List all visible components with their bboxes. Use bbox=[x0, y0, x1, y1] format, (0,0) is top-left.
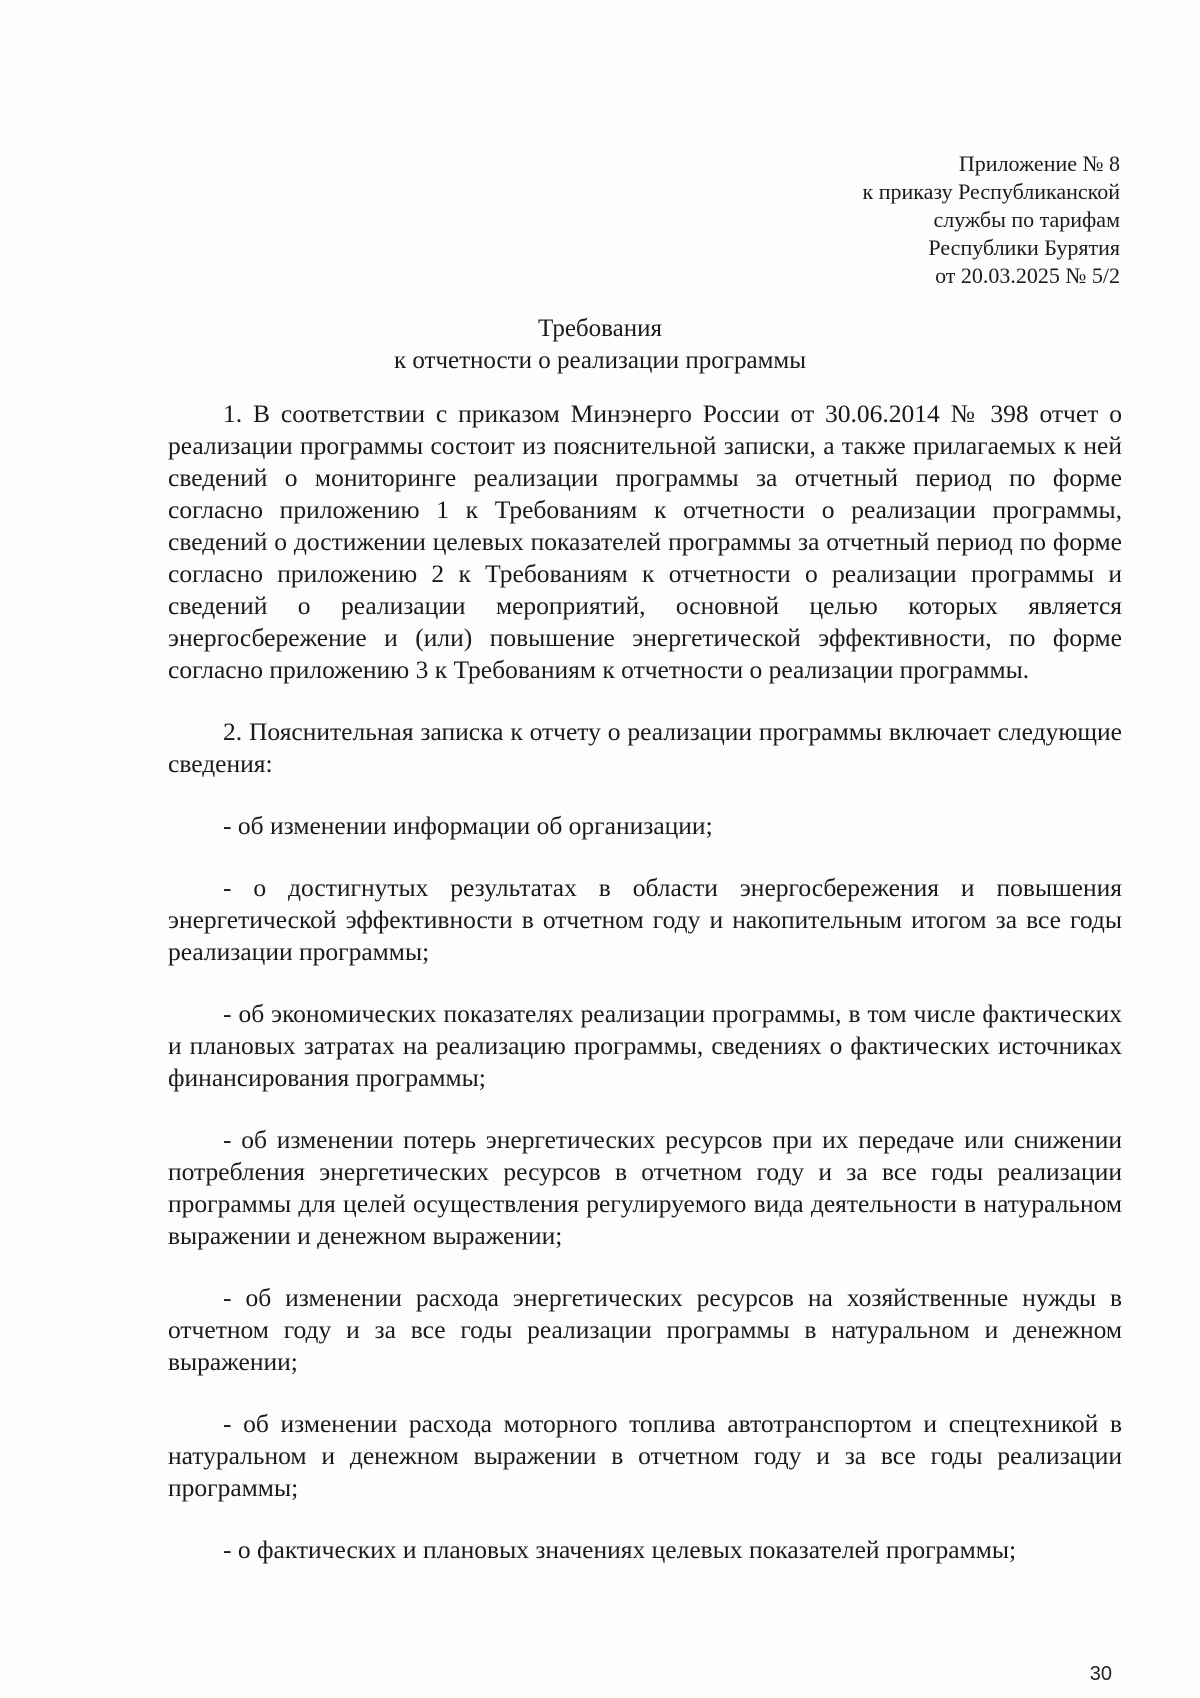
list-item: - об изменении расхода энергетических ресурсов на хозяйственные нужды в отчетном году и за все годы реализации программы в натуральном и денежном выражении; bbox=[168, 1283, 1122, 1376]
appendix-header bbox=[863, 150, 1121, 290]
document-title bbox=[0, 313, 1200, 377]
page-number: 30 bbox=[1089, 1663, 1112, 1685]
title-line: Требования bbox=[538, 315, 662, 342]
appendix-line: от 20.03.2025 № 5/2 bbox=[935, 263, 1120, 288]
list-item: - об экономических показателях реализации программы, в том числе фактических и плановых затратах на реализацию программы, сведениях о фактических источниках финансирования программы; bbox=[168, 999, 1122, 1092]
list-item: - об изменении информации об организации; bbox=[223, 811, 713, 840]
appendix-line: к приказу Республиканской bbox=[862, 179, 1120, 204]
appendix-line: Республики Бурятия bbox=[928, 235, 1120, 260]
list-item: - об изменении потерь энергетических ресурсов при их передаче или снижении потребления энергетических ресурсов в отчетном году и за все годы реализации программы для целей осуществления регулируемого вида деятельности в натуральном выражении и денежном выражении; bbox=[168, 1125, 1122, 1250]
title-line: к отчетности о реализации программы bbox=[393, 347, 807, 374]
paragraph: 2. Пояснительная записка к отчету о реализации программы включает следующие сведения: bbox=[168, 717, 1122, 778]
list-item: - о фактических и плановых значениях целевых показателей программы; bbox=[223, 1535, 1017, 1564]
paragraph: 1. В соответствии с приказом Минэнерго России от 30.06.2014 № 398 отчет о реализации программы состоит из пояснительной записки, а также прилагаемых к ней сведений о мониторинге реализации программы за отчетный период по форме согласно приложению 1 к Требованиям к отчетности о реализации программы, сведений о достижении целевых показателей программы за отчетный период по форме согласно приложению 2 к Требованиям к отчетности о реализации программы и сведений о реализации мероприятий, основной целью которых является энергосбережение и (или) повышение энергетической эффективности, по форме согласно приложению 3 к Требованиям к отчетности о реализации программы. bbox=[168, 399, 1122, 684]
appendix-line: службы по тарифам bbox=[933, 207, 1120, 232]
list-item: - об изменении расхода моторного топлива автотранспортом и спецтехникой в натуральном и денежном выражении в отчетном году и за все годы реализации программы; bbox=[168, 1409, 1122, 1502]
document-body bbox=[168, 398, 1122, 1596]
list-item: - о достигнутых результатах в области энергосбережения и повышения энергетической эффективности в отчетном году и накопительным итогом за все годы реализации программы; bbox=[168, 873, 1122, 966]
appendix-line: Приложение № 8 bbox=[958, 151, 1120, 176]
